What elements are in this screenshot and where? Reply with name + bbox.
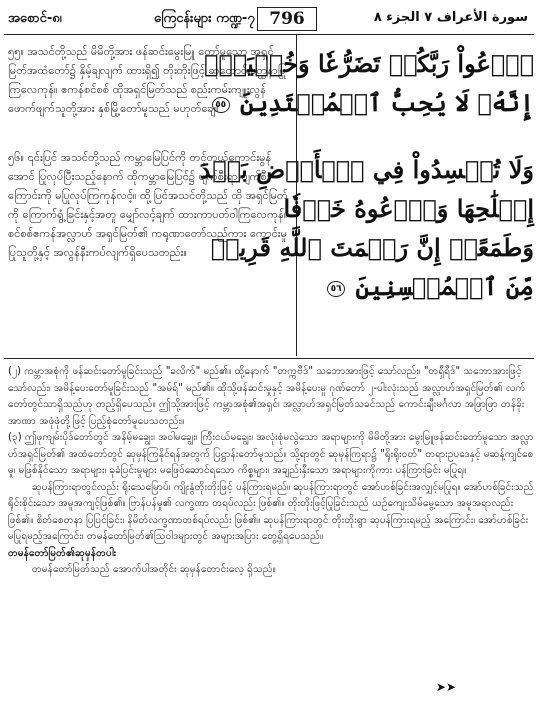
arabic-line: وَطَمَعًاۚ إِنَّ رَحۡمَتَ ٱللَّهِ قَرِيبٞ <box>210 233 534 262</box>
arabic-line <box>304 267 534 306</box>
footnote-closing: တမန်တော်မြတ်သည် အောက်ပါအတိုင်း ဆုမှန်တောင်းလေ့ ရှိသည်။ <box>32 564 276 575</box>
footnote-3-continued: ဆုပန်ကြားရာတွင်လည်း ရိုးသေမြောပ်၊ ကျိုးနွံတိုးတိုးဖြင့် ပန်ကြားရမည်။ ဆုပန်ကြားရာတွင် အော်ဟစ်ခြင်းအလျှင့်မပြုရ။ အော်ဟစ်ခြင်းသည် ရိုင်းစိုင်းသော အမူအကျင့်ဖြစ်၏။ ဗြာန်ပန်မှု၏ လက္ခဏာ တရပ်လည်း ဖြစ်၏။ တိုးတိုးဖြင့်ပြုခြင်းသည် ယဉ်ကျေးသိမ်မွေ့သော အမူအရာလည်း ဖြစ်၏။ စိတ်စေတနာ ပြပြင်ခြင်း၊ နိမိတ်လက္ခဏာတစ်ရပ်လည်း ဖြစ်၏။ ဆုပန်ကြားရာတွင် တိုးတိုးရွာ ဆုပန်ကြားရမည့် အကြောင်း၊ အော်ဟစ်ခြင်း မပြုရမည့်အကြောင်း၊ တမန်တော်မြတ်၏ဩဝါဒများတွင် အများအပြား တွေ့ရှိရပေသည်။ <box>8 481 534 542</box>
verse-end-marker: ٥٦ <box>327 281 345 297</box>
arabic-line: إِصۡلَٰحِهَا وَٱدۡعُوهُ خَوۡفٗا <box>283 194 534 223</box>
verse-55-text: ၅၅။ အသင်တို့သည် မိမိတို့အား ဖန်ဆင်းမွေးမြူ တော်မူသော အရှင်မြတ်အထံတော်၌ နှိမ့်ချလျက် ထားရှိ၍ တိုးတိုးဖြင့် ဆုတောင်းပတ္ထနာပြုကြလေကုန်။ ဧကန်စင်စစ် ထိုအရှင်မြတ်သည် စည်းကမ်းကျူးလွန် ဖောက်ဖျက်သူတို့အား နှစ်မြို့တော်မူသည် မဟုတ်ချေ။ <box>8 45 287 115</box>
page-number: 796 <box>257 7 317 31</box>
footnote-subheading: တမန်တော်မြတ်၏ဆုမှန်တပါး <box>8 547 117 559</box>
arabic-line: ٱدۡعُواْ رَبَّكُمۡ تَضَرُّعٗا وَخُفۡيَةًۚ <box>203 49 534 78</box>
page-header <box>4 4 534 35</box>
arabic-text: إِنَّهُۥ لَا يُحِبُّ ٱلۡمُعۡتَدِينَ <box>240 88 534 117</box>
continue-arrow-icon: ➤➤ <box>435 680 456 694</box>
footnote-2: (၂) ကမ္ဘာအစုံကို ဖန်ဆင်းတော်မူခြင်းသည် "ခလိက်" မည်၏။ ထို့နောက် "တက္ကဗီဒ်" သဘောအားဖြင့် သော်လည်း၊ "တရှီရီဒ်" သဘောအားဖြင့်သော်လည်း၊ အမိန့်ပေးတော်မူခြင်းသည် "အမ်ရ်" မည်၏။ ထိုသို့ဖန်ဆင်းမှုနှင့် အမိန့်ပေးမှု ဂုဏ်တော် ၂-ပါးလုံးသည် အလ္လာဟ်အရှင်မြတ်၏ လက်တော်တွင်သာရှိသည်ဟု တည့်ရှိပေသည်။ ဤသို့အားဖြင့် ကမ္ဘာအစုံ၏အရှင်၊ အလ္လာဟ်အရှင်မြတ်သခင်သည် ကောင်းချီးမင်္ဂလာ အဖြာဖြာ တန်ခိုးအာဏာ အဖုံဖုံတို့ဖြင့် ပြည့်စုံတော်မူပေသတည်း။ <box>8 366 526 427</box>
verse-55-arabic <box>203 44 534 122</box>
arabic-line: وَلَا تُفۡسِدُواْ فِي ٱلۡأَرۡضِ بَعۡدَ <box>199 155 534 184</box>
volume-label: အစောင်-၈၊ <box>8 11 62 26</box>
footnote-divider <box>4 358 534 359</box>
verse-56-text: ၅၆။ ၎င်းပြင် အသင်တို့သည် ကမ္ဘာမြေပြင်ကို တင့်တယ်ကောင်းမွန်အောင် ပြုလုပ်ပြီးသည့်နောက် ထိုကမ္ဘာမြေပြင်၌ ပျက်စီးရာ ပျက်စီးကြောင်းကို မပြုလုပ်ကြကုန်လင့်။ ထို့ပြင်အသင်တို့သည် ထို အရှင်မြတ်ကို ကြောက်ရွံ့ခြင်းနှင့်အတူ မျှော်လင့်ချက် ထားကာပတ်ဝါကြလေကုန်။ စင်စစ်ဧကန်အလ္လာဟ် အရှင်မြတ်၏ ကရုဏာတော်သည်ကား ကောင်းမှု ပြုသူတို့နှင့် အလွန်နီးကပ်လျက်ရှိပေသတည်း။ <box>8 151 288 259</box>
footnotes <box>8 364 534 579</box>
arabic-text: مِّنَ ٱلۡمُحۡسِنِينَ <box>355 272 534 301</box>
verse-56-arabic <box>199 150 534 306</box>
section-label: ကြေငန်းများ ကဏ္ဍ-၇ <box>154 11 255 26</box>
arabic-line <box>215 83 534 122</box>
verse-end-marker: ٥٥ <box>212 97 230 113</box>
surah-label: سورة الأعراف ٧ الجزء ٨ <box>373 10 528 25</box>
footnote-3: (၃) ဤဖုကျမ်းပိုဒ်တော်တွင် အနိမ့်မချွေး၊ အဝါမချွေး၊ ကြီးငယ်မချွေး၊ အလုံးစုံမလွဲသော အရာများကို မိမိတို့အား မွေးမြူဖန်ဆင်းတော်မူသော အလ္လာဟ်အရှင်မြတ်၏ အထံတော်တွင် ဆုမှန်ကြနိုင်ရန်အတွက် ပြဋ္ဌာန်းတော်မူသည်။ သို့ရာတွင် ဆုမှန်ကြရာ၌ "ရိုးရိုးဝတ်" တရားဥပဒေနှင့် မဆန့်ကျင်စေမူ၊ မဖြစ်နိုင်သော အရာများ၊ ခုခံပြင်းမှုများ မဖြေဝ်ဆောင်ရသော ကိစ္စများ၊ အချည်းနှီးသော အရာများကိုကား ပန်ကြားခြင်း မပြုရ။ <box>8 432 534 476</box>
